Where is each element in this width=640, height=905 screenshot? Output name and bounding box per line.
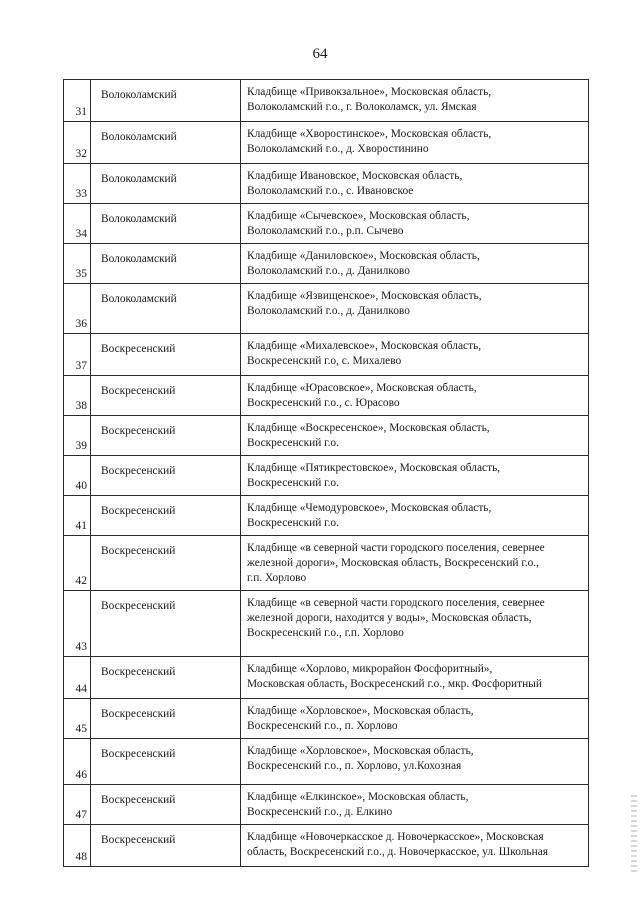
description-line: Кладбище «Новочеркасское д. Новочеркасское», Московская [247, 831, 544, 843]
district-name: Воскресенский [91, 416, 241, 456]
district-name: Воскресенский [91, 785, 241, 825]
row-number-cell [64, 334, 91, 376]
table-row [64, 456, 589, 496]
description-line: Кладбище «Сычевское», Московская область, [247, 210, 470, 222]
row-number-cell [64, 204, 91, 244]
description-line: Кладбище «Язвищенское», Московская область, [247, 290, 482, 302]
table-row [64, 785, 589, 825]
cemetery-description [241, 284, 589, 334]
row-number: 45 [75, 723, 87, 735]
description-line: Кладбище «Елкинское», Московская область, [247, 791, 469, 803]
description-line: Кладбище «в северной части городского поселения, севернее [247, 542, 545, 554]
description-line: Московская область, Воскресенский г.о., мкр. Фосфоритный [247, 678, 542, 690]
district-name: Воскресенский [91, 536, 241, 591]
row-number: 42 [75, 575, 87, 587]
district-name: Воскресенский [91, 657, 241, 699]
description-line: Волоколамский г.о., д. Данилково [247, 265, 410, 277]
description-line: Воскресенский г.о., д. Елкино [247, 806, 393, 818]
district-name: Воскресенский [91, 591, 241, 657]
row-number-cell [64, 80, 91, 122]
description-line: Воскресенский г.о., п. Хорлово, ул.Кохозная [247, 760, 462, 772]
row-number-cell [64, 284, 91, 334]
district-name: Воскресенский [91, 739, 241, 785]
description-line: Воскресенский г.о, с. Михалево [247, 355, 402, 367]
cemetery-description [241, 244, 589, 284]
district-name: Волоколамский [91, 284, 241, 334]
table-row [64, 699, 589, 739]
row-number-cell [64, 699, 91, 739]
description-line: Волоколамский г.о., р.п. Сычево [247, 225, 404, 237]
description-line: Кладбище «Привокзальное», Московская область, [247, 86, 492, 98]
description-line: Кладбище «Хворостинское», Московская область, [247, 128, 492, 140]
description-line: Воскресенский г.о. [247, 477, 339, 489]
description-line: Волоколамский г.о., с. Ивановское [247, 185, 414, 197]
description-line: Кладбище Ивановское, Московская область, [247, 170, 463, 182]
table-row [64, 204, 589, 244]
description-line: Кладбище «Хорловское», Московская область, [247, 705, 474, 717]
description-line: область, Воскресенский г.о., д. Новочеркасское, ул. Школьная [247, 846, 549, 858]
table-row [64, 739, 589, 785]
table-row [64, 334, 589, 376]
cemetery-description [241, 334, 589, 376]
row-number-cell [64, 785, 91, 825]
cemetery-description [241, 657, 589, 699]
scan-edge-mark [631, 795, 637, 875]
row-number: 39 [75, 440, 87, 452]
table-row [64, 122, 589, 164]
cemetery-description [241, 825, 589, 867]
cemetery-description [241, 456, 589, 496]
district-name: Воскресенский [91, 825, 241, 867]
row-number: 35 [75, 268, 87, 280]
row-number: 44 [75, 683, 87, 695]
cemetery-table [63, 79, 589, 867]
row-number: 33 [75, 188, 87, 200]
row-number-cell [64, 657, 91, 699]
description-line: Кладбище «Хорловское», Московская область, [247, 745, 474, 757]
district-name: Воскресенский [91, 376, 241, 416]
row-number-cell [64, 496, 91, 536]
table-row [64, 496, 589, 536]
cemetery-description [241, 416, 589, 456]
description-line: г.п. Хорлово [247, 572, 307, 584]
page-number: 64 [312, 46, 328, 62]
district-name: Воскресенский [91, 456, 241, 496]
description-line: Воскресенский г.о., г.п. Хорлово [247, 627, 404, 639]
description-line: Кладбище «Воскресенское», Московская область, [247, 422, 490, 434]
row-number: 40 [75, 480, 87, 492]
description-line: Кладбище «Хорлово, микрорайон Фосфоритный», [247, 663, 493, 675]
district-name: Волоколамский [91, 204, 241, 244]
table-row [64, 244, 589, 284]
row-number: 34 [75, 228, 87, 240]
table-body [64, 80, 589, 867]
row-number: 37 [75, 360, 87, 372]
description-line: Волоколамский г.о., д. Хворостинино [247, 143, 429, 155]
description-line: Воскресенский г.о., с. Юрасово [247, 397, 400, 409]
table-row [64, 825, 589, 867]
cemetery-description [241, 122, 589, 164]
row-number: 32 [75, 148, 87, 160]
cemetery-description [241, 591, 589, 657]
cemetery-description [241, 376, 589, 416]
table-row [64, 80, 589, 122]
description-line: Воскресенский г.о., п. Хорлово [247, 720, 398, 732]
table-row [64, 376, 589, 416]
description-line: Кладбище «Чемодуровское», Московская область, [247, 502, 492, 514]
description-line: Воскресенский г.о. [247, 517, 339, 529]
row-number-cell [64, 456, 91, 496]
row-number-cell [64, 591, 91, 657]
row-number-cell [64, 244, 91, 284]
description-line: железной дороги», Московская область, Воскресенский г.о., [247, 557, 540, 569]
table-row [64, 536, 589, 591]
description-line: Волоколамский г.о., г. Волоколамск, ул. Ямская [247, 101, 477, 113]
district-name: Воскресенский [91, 699, 241, 739]
row-number: 48 [75, 851, 87, 863]
table-row [64, 164, 589, 204]
district-name: Волоколамский [91, 80, 241, 122]
cemetery-description [241, 80, 589, 122]
description-line: Волоколамский г.о., д. Данилково [247, 305, 410, 317]
row-number-cell [64, 739, 91, 785]
cemetery-description [241, 496, 589, 536]
row-number: 46 [75, 769, 87, 781]
row-number-cell [64, 825, 91, 867]
description-line: Кладбище «Юрасовское», Московская область, [247, 382, 477, 394]
cemetery-description [241, 164, 589, 204]
description-line: Кладбище «Даниловское», Московская область, [247, 250, 480, 262]
row-number: 43 [75, 641, 87, 653]
district-name: Волоколамский [91, 122, 241, 164]
row-number-cell [64, 164, 91, 204]
row-number-cell [64, 122, 91, 164]
row-number: 38 [75, 400, 87, 412]
district-name: Волоколамский [91, 164, 241, 204]
table-row [64, 591, 589, 657]
cemetery-description [241, 699, 589, 739]
table-row [64, 657, 589, 699]
row-number-cell [64, 376, 91, 416]
row-number: 36 [75, 318, 87, 330]
row-number: 41 [75, 520, 87, 532]
cemetery-description [241, 739, 589, 785]
row-number-cell [64, 416, 91, 456]
district-name: Воскресенский [91, 334, 241, 376]
district-name: Воскресенский [91, 496, 241, 536]
row-number-cell [64, 536, 91, 591]
description-line: железной дороги, находится у воды», Московская область, [247, 612, 532, 624]
description-line: Кладбище «в северной части городского поселения, севернее [247, 597, 545, 609]
table-row [64, 416, 589, 456]
cemetery-description [241, 536, 589, 591]
description-line: Воскресенский г.о. [247, 437, 339, 449]
table-row [64, 284, 589, 334]
district-name: Волоколамский [91, 244, 241, 284]
row-number: 47 [75, 809, 87, 821]
description-line: Кладбище «Михалевское», Московская область, [247, 340, 482, 352]
description-line: Кладбище «Пятикрестовское», Московская область, [247, 462, 501, 474]
cemetery-description [241, 204, 589, 244]
cemetery-description [241, 785, 589, 825]
row-number: 31 [75, 106, 87, 118]
